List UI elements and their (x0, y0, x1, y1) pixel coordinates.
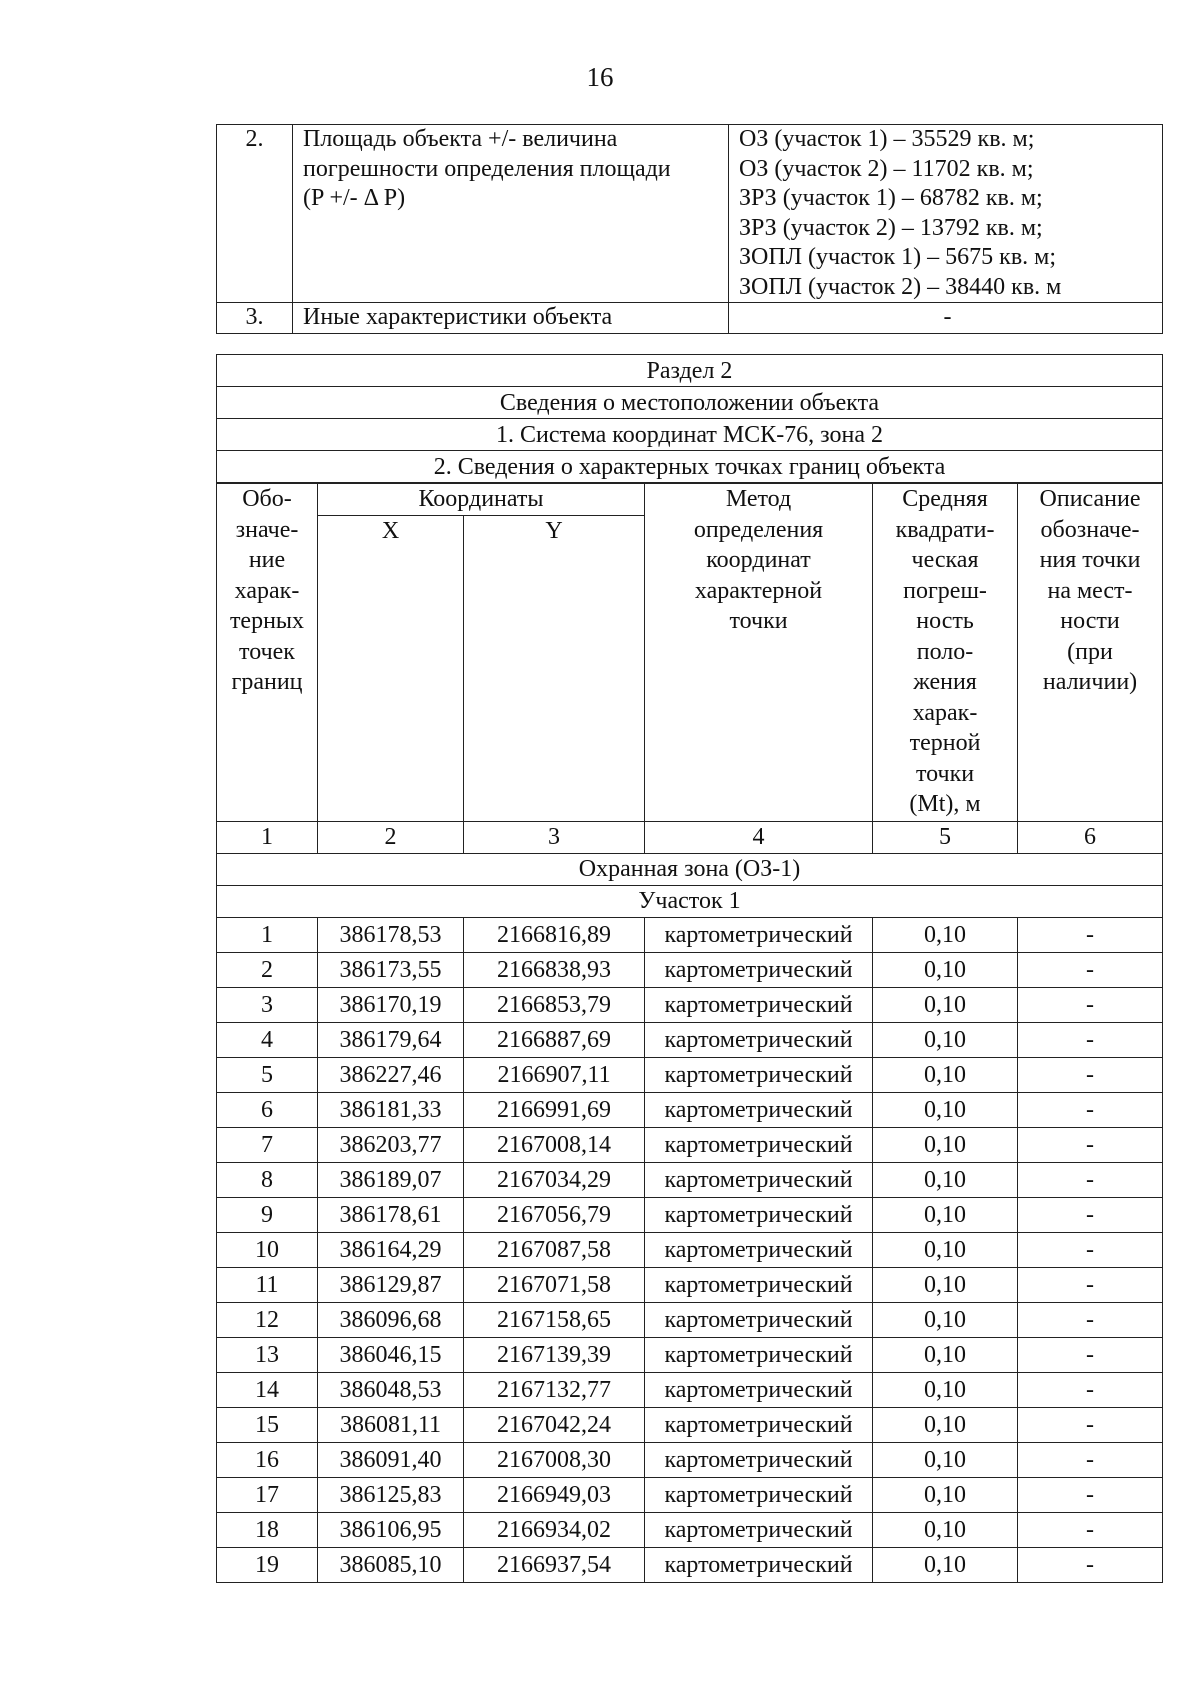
area-value-line: ЗОПЛ (участок 2) – 38440 кв. м (739, 273, 1062, 300)
header-error-line: Средняя (902, 486, 988, 512)
mean-square-error: 0,10 (873, 1162, 1018, 1197)
area-label-line: погрешности определения площади (303, 155, 671, 182)
column-number: 2 (318, 821, 464, 853)
header-designation-line: Обо- (242, 486, 292, 512)
point-description: - (1018, 1547, 1163, 1582)
mean-square-error: 0,10 (873, 1337, 1018, 1372)
area-value-line: ЗРЗ (участок 2) – 13792 кв. м; (739, 214, 1043, 241)
coordinate-y: 2166937,54 (464, 1547, 645, 1582)
header-method-line: координат (706, 547, 811, 573)
header-error-line: харак- (912, 699, 978, 726)
area-label-line: (P +/- Δ P) (303, 185, 406, 211)
table-row (217, 1337, 1163, 1372)
point-number: 4 (217, 1022, 318, 1057)
table-row (217, 1512, 1163, 1547)
point-description: - (1018, 1267, 1163, 1302)
column-number: 5 (873, 821, 1018, 853)
page-number: 16 (586, 62, 614, 92)
coordinate-x: 386203,77 (318, 1127, 464, 1162)
header-error-line: (Mt), м (909, 791, 981, 817)
coordinate-y: 2166838,93 (464, 952, 645, 987)
header-designation (217, 484, 318, 822)
coordinate-y: 2167158,65 (464, 1302, 645, 1337)
mean-square-error: 0,10 (873, 1197, 1018, 1232)
coordinate-y: 2167087,58 (464, 1232, 645, 1267)
point-number: 9 (217, 1197, 318, 1232)
header-error-line: ческая (911, 547, 979, 573)
mean-square-error: 0,10 (873, 1057, 1018, 1092)
coordinate-y: 2166949,03 (464, 1477, 645, 1512)
row-number: 3. (217, 303, 293, 334)
coordinate-x: 386178,53 (318, 917, 464, 952)
point-description: - (1018, 1022, 1163, 1057)
table-row (217, 1407, 1163, 1442)
point-number: 13 (217, 1337, 318, 1372)
mean-square-error: 0,10 (873, 1512, 1018, 1547)
column-number: 1 (217, 821, 318, 853)
point-description: - (1018, 1337, 1163, 1372)
method: картометрический (645, 1232, 873, 1267)
method: картометрический (645, 1442, 873, 1477)
header-error-line: поло- (916, 638, 974, 665)
column-number: 6 (1018, 821, 1163, 853)
table-row (217, 987, 1163, 1022)
points-heading: 2. Сведения о характерных точках границ объекта (217, 451, 1163, 483)
coordinate-y: 2166991,69 (464, 1092, 645, 1127)
point-description: - (1018, 1162, 1163, 1197)
point-number: 6 (217, 1092, 318, 1127)
point-number: 8 (217, 1162, 318, 1197)
header-designation-line: точек (239, 638, 295, 665)
table-row (217, 1302, 1163, 1337)
method: картометрический (645, 952, 873, 987)
coordinate-y: 2166887,69 (464, 1022, 645, 1057)
mean-square-error: 0,10 (873, 1547, 1018, 1582)
other-characteristics-value: - (729, 303, 1163, 334)
point-number: 19 (217, 1547, 318, 1582)
mean-square-error: 0,10 (873, 1302, 1018, 1337)
coordinate-y: 2167056,79 (464, 1197, 645, 1232)
header-method-line: определения (693, 516, 824, 543)
plot-title: Участок 1 (217, 885, 1163, 917)
mean-square-error: 0,10 (873, 1092, 1018, 1127)
header-description-line: Описание (1039, 486, 1141, 512)
coordinate-x: 386170,19 (318, 987, 464, 1022)
coordinate-y: 2166934,02 (464, 1512, 645, 1547)
header-method-line: точки (729, 608, 788, 634)
method: картометрический (645, 917, 873, 952)
mean-square-error: 0,10 (873, 1232, 1018, 1267)
method: картометрический (645, 1302, 873, 1337)
column-number: 4 (645, 821, 873, 853)
method: картометрический (645, 987, 873, 1022)
point-description: - (1018, 1302, 1163, 1337)
plot-title-row (217, 885, 1163, 917)
header-error-line: ность (916, 608, 974, 634)
coordinate-x: 386081,11 (318, 1407, 464, 1442)
mean-square-error: 0,10 (873, 987, 1018, 1022)
coordinate-x: 386227,46 (318, 1057, 464, 1092)
point-description: - (1018, 1197, 1163, 1232)
point-description: - (1018, 1372, 1163, 1407)
row-number: 2. (217, 125, 293, 303)
header-designation-line: значе- (235, 516, 299, 543)
header-y: Y (464, 515, 645, 821)
coordinate-x: 386189,07 (318, 1162, 464, 1197)
other-characteristics-label: Иные характеристики объекта (293, 303, 729, 334)
table-row (217, 917, 1163, 952)
coordinate-x: 386129,87 (318, 1267, 464, 1302)
method: картометрический (645, 1162, 873, 1197)
point-number: 5 (217, 1057, 318, 1092)
point-number: 15 (217, 1407, 318, 1442)
coordinate-x: 386048,53 (318, 1372, 464, 1407)
table-row (217, 1092, 1163, 1127)
coordinate-x: 386173,55 (318, 952, 464, 987)
method: картометрический (645, 1512, 873, 1547)
object-characteristics-table (216, 124, 1163, 334)
point-description: - (1018, 917, 1163, 952)
header-error-line: квадрати- (895, 516, 995, 543)
point-description: - (1018, 1092, 1163, 1127)
method: картометрический (645, 1022, 873, 1057)
header-designation-line: терных (229, 608, 305, 634)
point-number: 7 (217, 1127, 318, 1162)
header-description-line: ния точки (1039, 547, 1141, 573)
table-row (217, 1022, 1163, 1057)
coordinate-x: 386046,15 (318, 1337, 464, 1372)
table-row (217, 1127, 1163, 1162)
header-method-line: характерной (694, 577, 823, 604)
point-number: 1 (217, 917, 318, 952)
section-subtitle: Сведения о местоположении объекта (217, 387, 1163, 419)
point-number: 14 (217, 1372, 318, 1407)
table-row (217, 1057, 1163, 1092)
method: картометрический (645, 1337, 873, 1372)
point-description: - (1018, 1477, 1163, 1512)
header-description-line: (при (1067, 638, 1113, 665)
section-title: Раздел 2 (217, 355, 1163, 387)
coordinate-y: 2167008,30 (464, 1442, 645, 1477)
point-number: 16 (217, 1442, 318, 1477)
coordinate-system: 1. Система координат МСК-76, зона 2 (217, 419, 1163, 451)
header-row (217, 484, 1163, 516)
coordinate-x: 386085,10 (318, 1547, 464, 1582)
other-characteristics-row (217, 303, 1163, 334)
method: картометрический (645, 1057, 873, 1092)
point-number: 12 (217, 1302, 318, 1337)
coordinate-x: 386125,83 (318, 1477, 464, 1512)
table-row (217, 1162, 1163, 1197)
column-number: 3 (464, 821, 645, 853)
method: картометрический (645, 1197, 873, 1232)
header-description-line: на мест- (1047, 577, 1133, 604)
header-error-line: терной (909, 730, 981, 756)
area-value-line: ОЗ (участок 2) – 11702 кв. м; (739, 155, 1034, 182)
table-row (217, 1232, 1163, 1267)
header-description-line: ности (1060, 608, 1120, 634)
header-x: X (318, 515, 464, 821)
point-description: - (1018, 1407, 1163, 1442)
point-number: 10 (217, 1232, 318, 1267)
header-designation-line: границ (231, 669, 303, 695)
point-description: - (1018, 1057, 1163, 1092)
point-description: - (1018, 1512, 1163, 1547)
coordinate-y: 2166816,89 (464, 917, 645, 952)
coordinate-x: 386178,61 (318, 1197, 464, 1232)
point-description: - (1018, 1127, 1163, 1162)
table-row (217, 1442, 1163, 1477)
section-headings (216, 354, 1163, 483)
table-row (217, 1267, 1163, 1302)
coordinate-x: 386164,29 (318, 1232, 464, 1267)
header-error-line: погреш- (903, 577, 987, 604)
point-description: - (1018, 1442, 1163, 1477)
method: картометрический (645, 1127, 873, 1162)
area-value-line: ОЗ (участок 1) – 35529 кв. м; (739, 126, 1035, 152)
area-value-line: ЗРЗ (участок 1) – 68782 кв. м; (739, 185, 1043, 211)
coordinate-y: 2167139,39 (464, 1337, 645, 1372)
area-values (729, 125, 1163, 303)
header-designation-line: ние (248, 547, 286, 573)
method: картометрический (645, 1407, 873, 1442)
boundary-points-table (216, 483, 1163, 1583)
table-row (217, 1547, 1163, 1582)
header-designation-line: харак- (234, 577, 300, 604)
coordinate-x: 386091,40 (318, 1442, 464, 1477)
mean-square-error: 0,10 (873, 1127, 1018, 1162)
coordinate-y: 2167071,58 (464, 1267, 645, 1302)
zone-title-row (217, 853, 1163, 885)
method: картометрический (645, 1477, 873, 1512)
point-number: 11 (217, 1267, 318, 1302)
header-description (1018, 484, 1163, 822)
method: картометрический (645, 1547, 873, 1582)
table-row (217, 1372, 1163, 1407)
point-number: 17 (217, 1477, 318, 1512)
header-method (645, 484, 873, 822)
header-error (873, 484, 1018, 822)
coordinate-y: 2167008,14 (464, 1127, 645, 1162)
coordinate-x: 386181,33 (318, 1092, 464, 1127)
method: картометрический (645, 1372, 873, 1407)
zone-title: Охранная зона (ОЗ-1) (217, 853, 1163, 885)
point-number: 2 (217, 952, 318, 987)
header-error-line: точки (915, 760, 975, 787)
mean-square-error: 0,10 (873, 1407, 1018, 1442)
header-description-line: обозначе- (1040, 516, 1140, 543)
table-row (217, 1197, 1163, 1232)
method: картометрический (645, 1092, 873, 1127)
table-row (217, 952, 1163, 987)
mean-square-error: 0,10 (873, 952, 1018, 987)
table-row (217, 1477, 1163, 1512)
column-number-row (217, 821, 1163, 853)
area-label-line: Площадь объекта +/- величина (303, 126, 618, 152)
header-error-line: жения (913, 669, 977, 695)
coordinate-y: 2166907,11 (464, 1057, 645, 1092)
point-number: 3 (217, 987, 318, 1022)
mean-square-error: 0,10 (873, 1267, 1018, 1302)
mean-square-error: 0,10 (873, 917, 1018, 952)
coordinate-x: 386106,95 (318, 1512, 464, 1547)
coordinate-x: 386179,64 (318, 1022, 464, 1057)
header-coordinates: Координаты (318, 484, 645, 516)
method: картометрический (645, 1267, 873, 1302)
mean-square-error: 0,10 (873, 1442, 1018, 1477)
area-label (293, 125, 729, 303)
coordinate-y: 2167042,24 (464, 1407, 645, 1442)
mean-square-error: 0,10 (873, 1477, 1018, 1512)
header-description-line: наличии) (1042, 669, 1138, 695)
mean-square-error: 0,10 (873, 1372, 1018, 1407)
header-method-line: Метод (725, 486, 792, 512)
coordinate-y: 2167132,77 (464, 1372, 645, 1407)
coordinate-y: 2167034,29 (464, 1162, 645, 1197)
area-row (217, 125, 1163, 303)
mean-square-error: 0,10 (873, 1022, 1018, 1057)
coordinate-y: 2166853,79 (464, 987, 645, 1022)
coordinate-x: 386096,68 (318, 1302, 464, 1337)
point-description: - (1018, 987, 1163, 1022)
point-description: - (1018, 952, 1163, 987)
point-number: 18 (217, 1512, 318, 1547)
area-value-line: ЗОПЛ (участок 1) – 5675 кв. м; (739, 244, 1057, 270)
point-description: - (1018, 1232, 1163, 1267)
